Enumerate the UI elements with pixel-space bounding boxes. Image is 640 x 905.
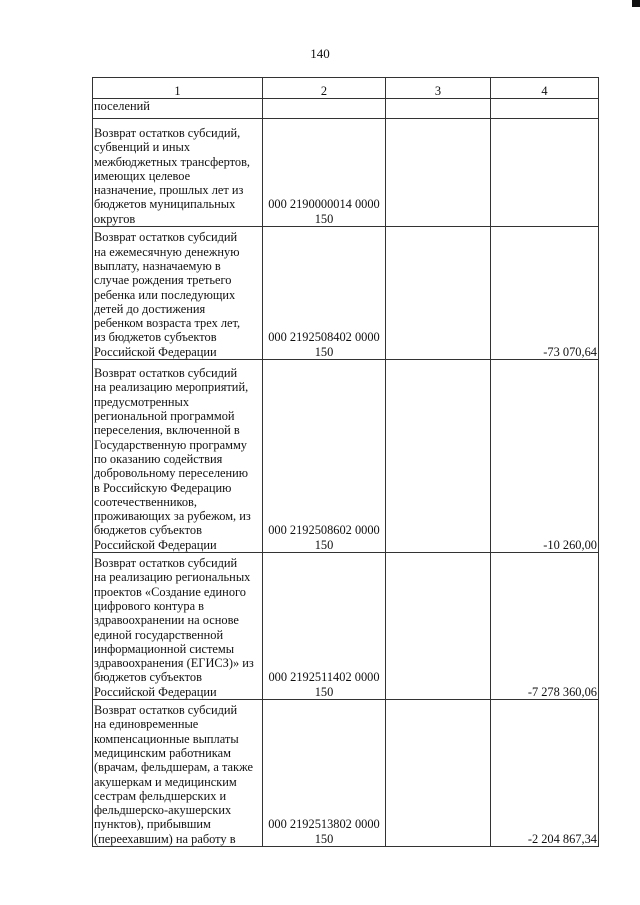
row-amount: -10 260,00 xyxy=(491,360,599,553)
row-amount: -7 278 360,06 xyxy=(491,553,599,700)
row-name: Возврат остатков субсидий на реализацию региональных проектов «Создание единого цифрового контура в здравоохранении на основе единой государственной информационной системы здравоохранения (ЕГИСЗ)» из бюджетов субъектов Российской Федерации xyxy=(93,553,263,700)
row-col3 xyxy=(386,119,491,227)
row-code: 000 2192508602 0000 150 xyxy=(263,360,386,553)
row-col3 xyxy=(386,553,491,700)
row-amount xyxy=(491,99,599,119)
corner-mark xyxy=(632,0,640,7)
row-amount xyxy=(491,119,599,227)
header-cell: 2 xyxy=(263,78,386,99)
header-cell: 4 xyxy=(491,78,599,99)
header-cell: 1 xyxy=(93,78,263,99)
row-name: поселений xyxy=(93,99,263,119)
row-code: 000 2192511402 0000 150 xyxy=(263,553,386,700)
row-col3 xyxy=(386,360,491,553)
row-code: 000 2192508402 0000 150 xyxy=(263,227,386,360)
row-amount: -73 070,64 xyxy=(491,227,599,360)
row-col3 xyxy=(386,99,491,119)
row-amount: -2 204 867,34 xyxy=(491,700,599,847)
row-code: 000 2190000014 0000 150 xyxy=(263,119,386,227)
header-row xyxy=(93,78,599,99)
table-row xyxy=(93,119,599,227)
row-name: Возврат остатков субсидий, субвенций и иных межбюджетных трансфертов, имеющих целевое назначение, прошлых лет из бюджетов муниципальных округов xyxy=(93,119,263,227)
page-number: 140 xyxy=(310,46,330,61)
row-col3 xyxy=(386,700,491,847)
row-code xyxy=(263,99,386,119)
table-row xyxy=(93,700,599,847)
table-row xyxy=(93,227,599,360)
row-name: Возврат остатков субсидий на ежемесячную денежную выплату, назначаемую в случае рождения третьего ребенка или последующих детей до достижения ребенком возраста трех лет, из бюджетов субъектов Российской Федерации xyxy=(93,227,263,360)
header-cell: 3 xyxy=(386,78,491,99)
table-row xyxy=(93,360,599,553)
row-code: 000 2192513802 0000 150 xyxy=(263,700,386,847)
budget-table xyxy=(92,77,599,847)
row-col3 xyxy=(386,227,491,360)
table-row xyxy=(93,99,599,119)
row-name: Возврат остатков субсидий на реализацию мероприятий, предусмотренных региональной программой переселения, включенной в Государственную программу по оказанию содействия добровольному переселению в Российскую Федерацию соотечественников, проживающих за рубежом, из бюджетов субъектов Российской Федерации xyxy=(93,360,263,553)
row-name: Возврат остатков субсидий на единовременные компенсационные выплаты медицинским работникам (врачам, фельдшерам, а также акушеркам и медицинским сестрам фельдшерских и фельдшерско-акушерских пунктов), прибывшим (переехавшим) на работу в xyxy=(93,700,263,847)
table-row xyxy=(93,553,599,700)
